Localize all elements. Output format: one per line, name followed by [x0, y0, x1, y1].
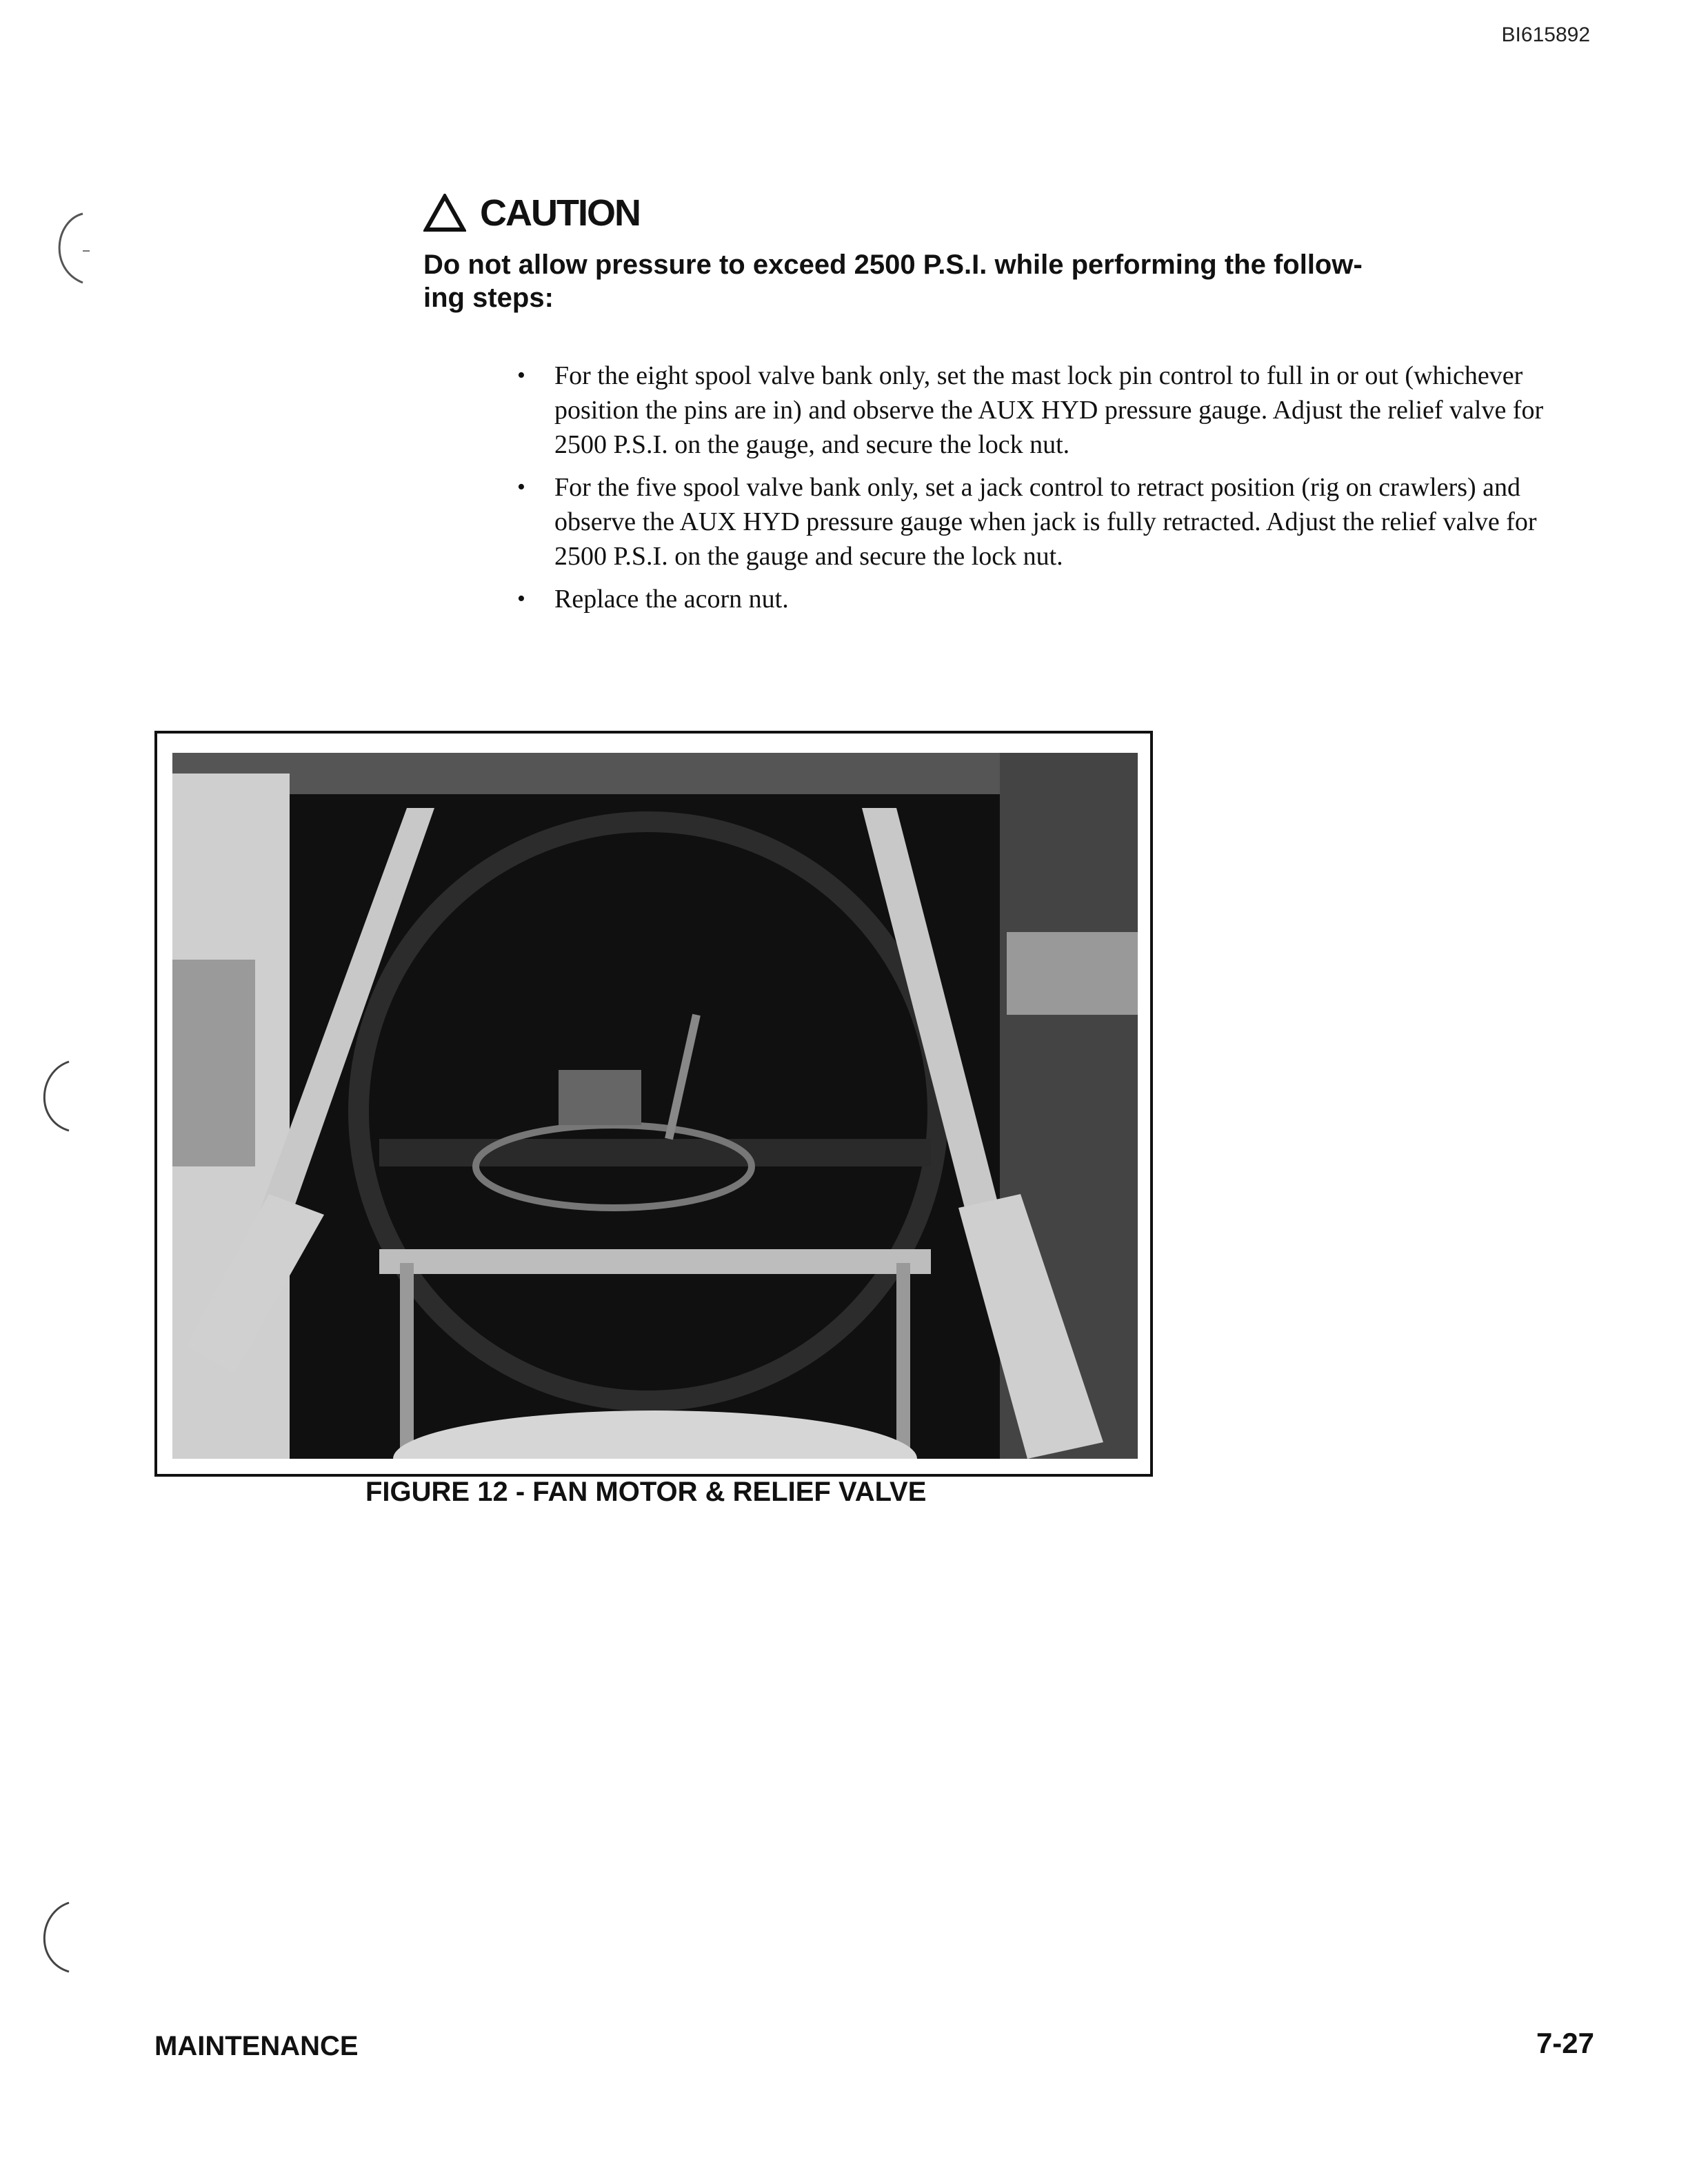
step-text: For the five spool valve bank only, set a jack control to retract position (rig on crawlers) and observe the AUX HYD pressure gauge when jack is fully retracted. Adjust the relief valve for 2500 P.S.I. on the gauge and secure the lock nut.: [554, 473, 1537, 571]
list-item: [510, 358, 1586, 462]
procedure-steps: [510, 358, 1586, 625]
figure-frame: [154, 731, 1153, 1477]
step-text: For the eight spool valve bank only, set the mast lock pin control to full in or out (whichever position the pins are in) and observe the AUX HYD pressure gauge. Adjust the relief valve for 2500 P.S.I. on the gauge, and secure the lock nut.: [554, 361, 1544, 459]
binder-hole-mark: [28, 1055, 76, 1138]
document-id: BI615892: [1501, 23, 1590, 46]
bullet-icon: •: [517, 474, 525, 500]
page-number: 7-27: [1536, 2027, 1594, 2059]
bullet-icon: •: [517, 586, 525, 611]
caution-heading: [423, 192, 640, 234]
binder-hole-mark: [41, 207, 90, 290]
list-item: [510, 470, 1586, 574]
caution-title: CAUTION: [480, 192, 640, 234]
warning-triangle-icon: [423, 194, 466, 232]
figure-caption: FIGURE 12 - FAN MOTOR & RELIEF VALVE: [365, 1477, 927, 1507]
list-item: [510, 582, 1586, 616]
binder-hole-mark: [28, 1896, 76, 1979]
step-text: Replace the acorn nut.: [554, 585, 789, 614]
fan-motor-photo: [172, 753, 1138, 1459]
footer-section-title: MAINTENANCE: [154, 2031, 359, 2061]
bullet-icon: •: [517, 363, 525, 388]
caution-text: Do not allow pressure to exceed 2500 P.S.I. while performing the follow-ing steps:: [423, 250, 1363, 313]
